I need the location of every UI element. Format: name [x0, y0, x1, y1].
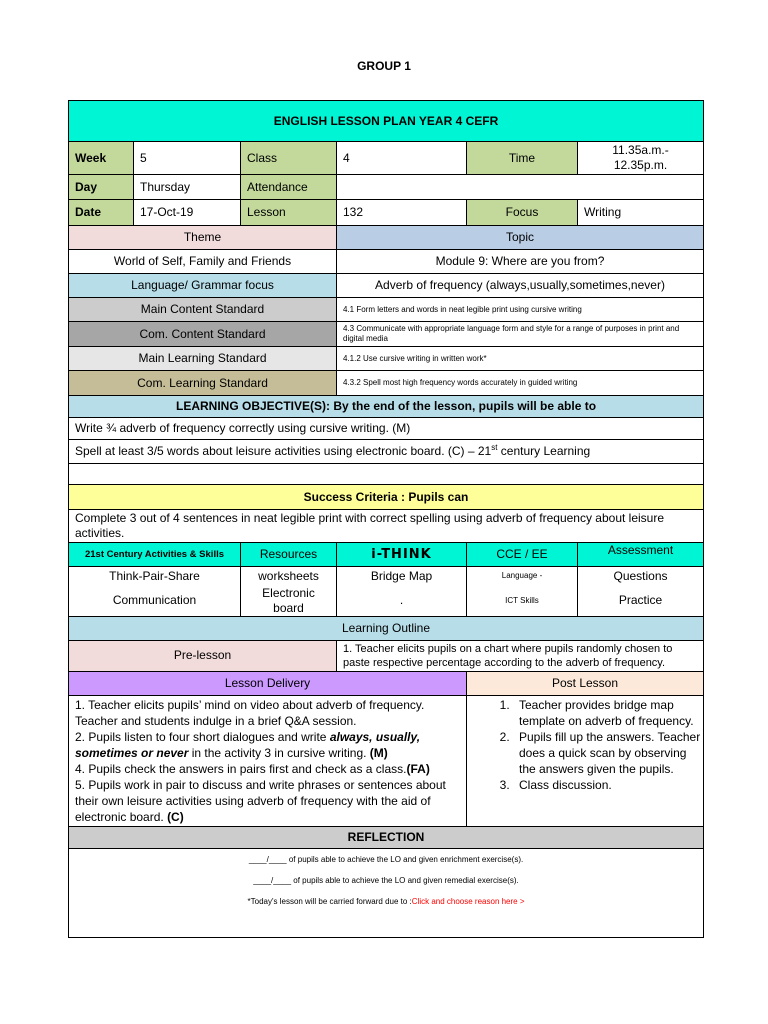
main-learning-label: Main Learning Standard [69, 347, 337, 371]
resources-row1[interactable]: worksheets [241, 567, 337, 586]
skills-row2[interactable]: Communication [69, 586, 241, 617]
time-label: Time [467, 142, 578, 175]
delivery-step-2-tag: (M) [369, 745, 388, 760]
ithink-row1[interactable]: Bridge Map [337, 567, 467, 586]
attendance-value[interactable] [337, 175, 704, 200]
post-lesson-content[interactable] [467, 695, 704, 826]
activities-header-assessment: Assessment [578, 543, 704, 567]
com-learning-label: Com. Learning Standard [69, 371, 337, 396]
focus-value[interactable]: Writing [578, 200, 704, 226]
date-label: Date [69, 200, 134, 226]
lesson-delivery-content[interactable] [69, 695, 467, 826]
pre-lesson-label: Pre-lesson [69, 640, 337, 671]
reflection-carried-forward [75, 897, 697, 907]
resources-row2[interactable]: Electronic board [241, 586, 337, 617]
objective-2-text: Spell at least 3/5 words about leisure activities using electronic board. (C) – 21 [75, 444, 492, 458]
topic-label: Topic [337, 226, 704, 250]
time-value-line2: 12.35p.m. [613, 158, 668, 172]
objective-1[interactable]: Write ¾ adverb of frequency correctly using cursive writing. (M) [69, 418, 704, 440]
ithink-row2[interactable]: . [337, 586, 467, 617]
com-content-label: Com. Content Standard [69, 322, 337, 347]
day-label: Day [69, 175, 134, 200]
activities-header-skills: 21st Century Activities & Skills [69, 543, 241, 567]
attendance-label: Attendance [241, 175, 337, 200]
delivery-step-5-tag: (C) [167, 809, 184, 824]
pre-lesson-text[interactable]: 1. Teacher elicits pupils on a chart where pupils randomly chosen to paste respective percentage according to the adverb of frequency. [337, 640, 704, 671]
objective-blank-row[interactable] [69, 464, 704, 485]
delivery-step-2-c: in the activity 3 in cursive writing. [188, 745, 370, 760]
grammar-label: Language/ Grammar focus [69, 274, 337, 298]
delivery-step-1: 1. Teacher elicits pupils’ mind on video about adverb of frequency. Teacher and students indulge in a brief Q&A session. [75, 697, 425, 728]
grammar-value[interactable]: Adverb of frequency (always,usually,sometimes,never) [337, 274, 704, 298]
post-lesson-item: 2. Pupils fill up the answers. Teacher does a quick scan by observing the answers given the pupils. [513, 729, 701, 777]
week-value[interactable]: 5 [134, 142, 241, 175]
time-value-line1: 11.35a.m.- [612, 143, 669, 157]
reason-dropdown[interactable]: Click and choose reason here > [411, 896, 525, 906]
outline-heading: Learning Outline [69, 616, 704, 640]
post-lesson-item: 1. Teacher provides bridge map template on adverb of frequency. [513, 697, 701, 729]
delivery-step-4-a: 4. Pupils check the answers in pairs first and check as a class. [75, 761, 407, 776]
reflection-content[interactable] [69, 848, 704, 937]
main-learning-value[interactable]: 4.1.2 Use cursive writing in written work* [337, 347, 704, 371]
post-lesson-label: Post Lesson [467, 671, 704, 695]
com-learning-value[interactable]: 4.3.2 Spell most high frequency words accurately in guided writing [337, 371, 704, 396]
main-content-label: Main Content Standard [69, 298, 337, 322]
assessment-row1[interactable]: Questions [578, 567, 704, 586]
assessment-row2[interactable]: Practice [578, 586, 704, 617]
post-lesson-item: 3. Class discussion. [513, 777, 701, 793]
theme-value[interactable]: World of Self, Family and Friends [69, 250, 337, 274]
lesson-delivery-label: Lesson Delivery [69, 671, 467, 695]
day-value[interactable]: Thursday [134, 175, 241, 200]
delivery-step-4-tag: (FA) [406, 761, 430, 776]
delivery-step-2-a: 2. Pupils listen to four short dialogues and write [75, 729, 330, 744]
theme-label: Theme [69, 226, 337, 250]
objective-2[interactable] [69, 440, 704, 464]
lesson-label: Lesson [241, 200, 337, 226]
objective-heading: LEARNING OBJECTIVE(S): By the end of the lesson, pupils will be able to [69, 396, 704, 418]
objective-2-superscript: st [491, 443, 498, 452]
delivery-step-2 [75, 729, 460, 761]
activities-header-resources: Resources [241, 543, 337, 567]
post-lesson-list [467, 697, 701, 793]
focus-label: Focus [467, 200, 578, 226]
reflection-remedial: ____/____ of pupils able to achieve the LO and given remedial exercise(s). [253, 875, 519, 885]
week-label: Week [69, 142, 134, 175]
time-value[interactable] [578, 142, 704, 175]
success-text[interactable]: Complete 3 out of 4 sentences in neat legible print with correct spelling using adverb of frequency about leisure activities. [69, 510, 704, 543]
lesson-plan-table [68, 100, 704, 938]
delivery-step-2-adverbs: always, usually, sometimes or never [75, 729, 421, 760]
delivery-step-5-a: 5. Pupils work in pair to discuss and write phrases or sentences about their own leisure activities using adverb of frequency with the aid of electronic board. [75, 777, 446, 824]
ithink-logo [337, 543, 467, 567]
lesson-value[interactable]: 132 [337, 200, 467, 226]
cce-row2[interactable]: ICT Skills [467, 586, 578, 617]
ithink-logo-text: i-THINK [371, 547, 432, 562]
main-content-value[interactable]: 4.1 Form letters and words in neat legible print using cursive writing [337, 298, 704, 322]
cce-row1[interactable]: Language - [467, 567, 578, 586]
delivery-step-5 [75, 777, 460, 825]
topic-value[interactable]: Module 9: Where are you from? [337, 250, 704, 274]
group-title: GROUP 1 [357, 59, 411, 73]
delivery-step-4 [75, 761, 460, 777]
class-value[interactable]: 4 [337, 142, 467, 175]
skills-row1[interactable]: Think-Pair-Share [69, 567, 241, 586]
com-content-value[interactable]: 4.3 Communicate with appropriate language form and style for a range of purposes in print and digital media [337, 322, 704, 347]
carried-forward-label: *Today's lesson will be carried forward due to : [247, 896, 412, 906]
activities-header-cce: CCE / EE [467, 543, 578, 567]
success-heading: Success Criteria : Pupils can [69, 485, 704, 510]
date-value[interactable]: 17-Oct-19 [134, 200, 241, 226]
objective-2-tail: century Learning [497, 444, 591, 458]
reflection-enrichment: ____/____ of pupils able to achieve the LO and given enrichment exercise(s). [248, 854, 524, 864]
reflection-heading: REFLECTION [69, 826, 704, 848]
class-label: Class [241, 142, 337, 175]
plan-title: ENGLISH LESSON PLAN YEAR 4 CEFR [69, 101, 704, 142]
